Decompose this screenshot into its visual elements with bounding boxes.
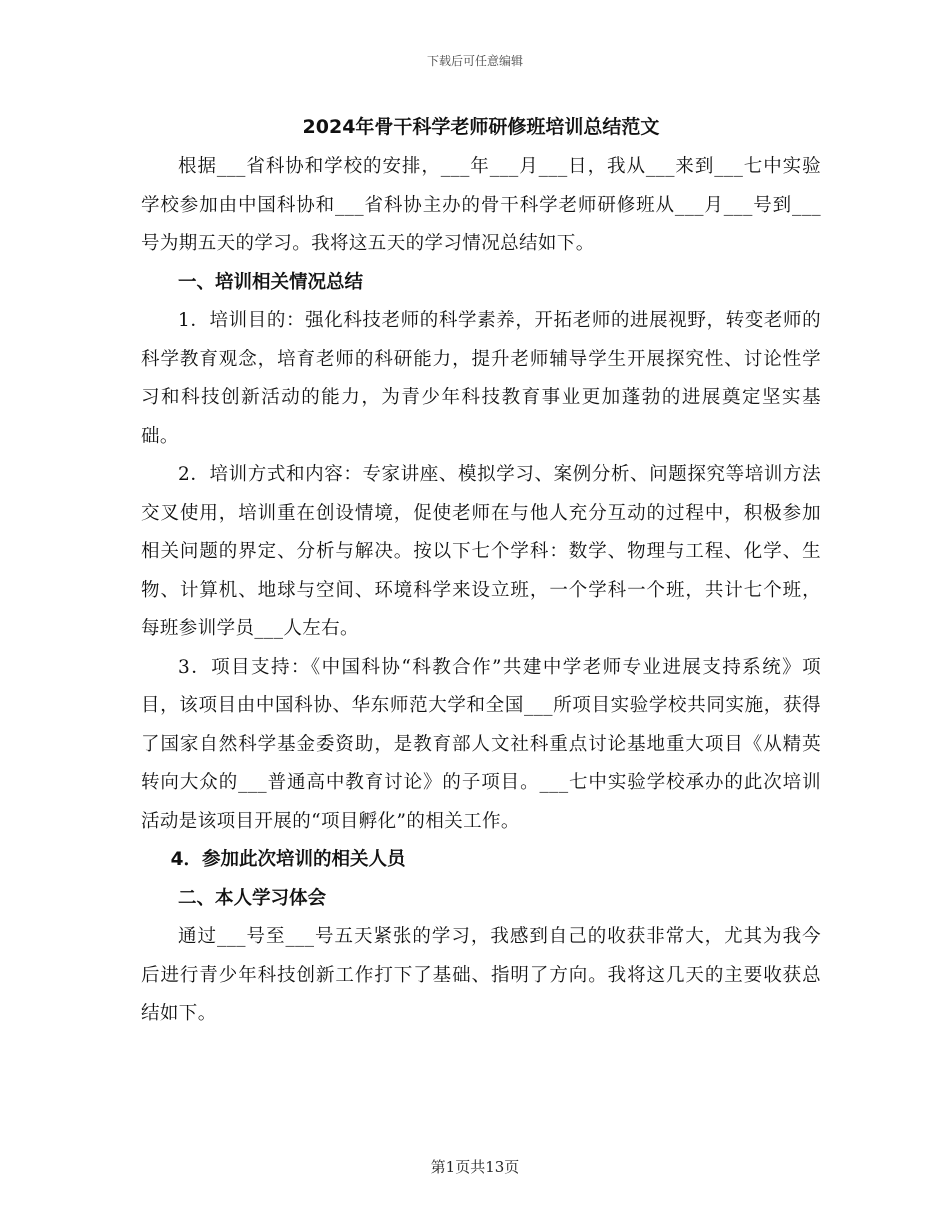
document-body xyxy=(141,110,821,1034)
document-title: 2024年骨干科学老师研修班培训总结范文 xyxy=(302,116,660,138)
item-4-heading: 4．参加此次培训的相关人员 xyxy=(170,849,406,870)
page-number: 第1页共13页 xyxy=(430,1158,520,1176)
item-3-paragraph: 3．项目支持：《中国科协“科教合作”共建中学老师专业进展支持系统》项目，该项目由中国科协、华东师范大学和全国___所项目实验学校共同实施，获得了国家自然科学基金委资助，是教育部人文社科重点讨论基地重大项目《从精英转向大众的___普通高中教育讨论》的子项目。___七中实验学校承办的此次培训活动是该项目开展的“项目孵化”的相关工作。 xyxy=(141,656,821,832)
section-2-paragraph: 通过___号至___号五天紧张的学习，我感到自己的收获非常大，尤其为我今后进行青少年科技创新工作打下了基础、指明了方向。我将这几天的主要收获总结如下。 xyxy=(141,926,821,1024)
page-header-note: 下载后可任意编辑 xyxy=(426,54,523,68)
intro-paragraph: 根据___省科协和学校的安排，___年___月___日，我从___来到___七中实验学校参加由中国科协和___省科协主办的骨干科学老师研修班从___月___号到___号为期五天的学习。我将这五天的学习情况总结如下。 xyxy=(141,156,821,254)
section-1-heading: 一、培训相关情况总结 xyxy=(178,271,364,293)
section-2-heading: 二、本人学习体会 xyxy=(178,887,327,909)
item-2-paragraph: 2．培训方式和内容：专家讲座、模拟学习、案例分析、问题探究等培训方法交叉使用，培训重在创设情境，促使老师在与他人充分互动的过程中，积极参加相关问题的界定、分析与解决。按以下七个学科：数学、物理与工程、化学、生物、计算机、地球与空间、环境科学来设立班，一个学科一个班，共计七个班，每班参训学员___人左右。 xyxy=(141,464,821,639)
item-1-paragraph: 1．培训目的：强化科技老师的科学素养，开拓老师的进展视野，转变老师的科学教育观念，培育老师的科研能力，提升老师辅导学生开展探究性、讨论性学习和科技创新活动的能力，为青少年科技教育事业更加蓬勃的进展奠定坚实基础。 xyxy=(141,310,821,447)
